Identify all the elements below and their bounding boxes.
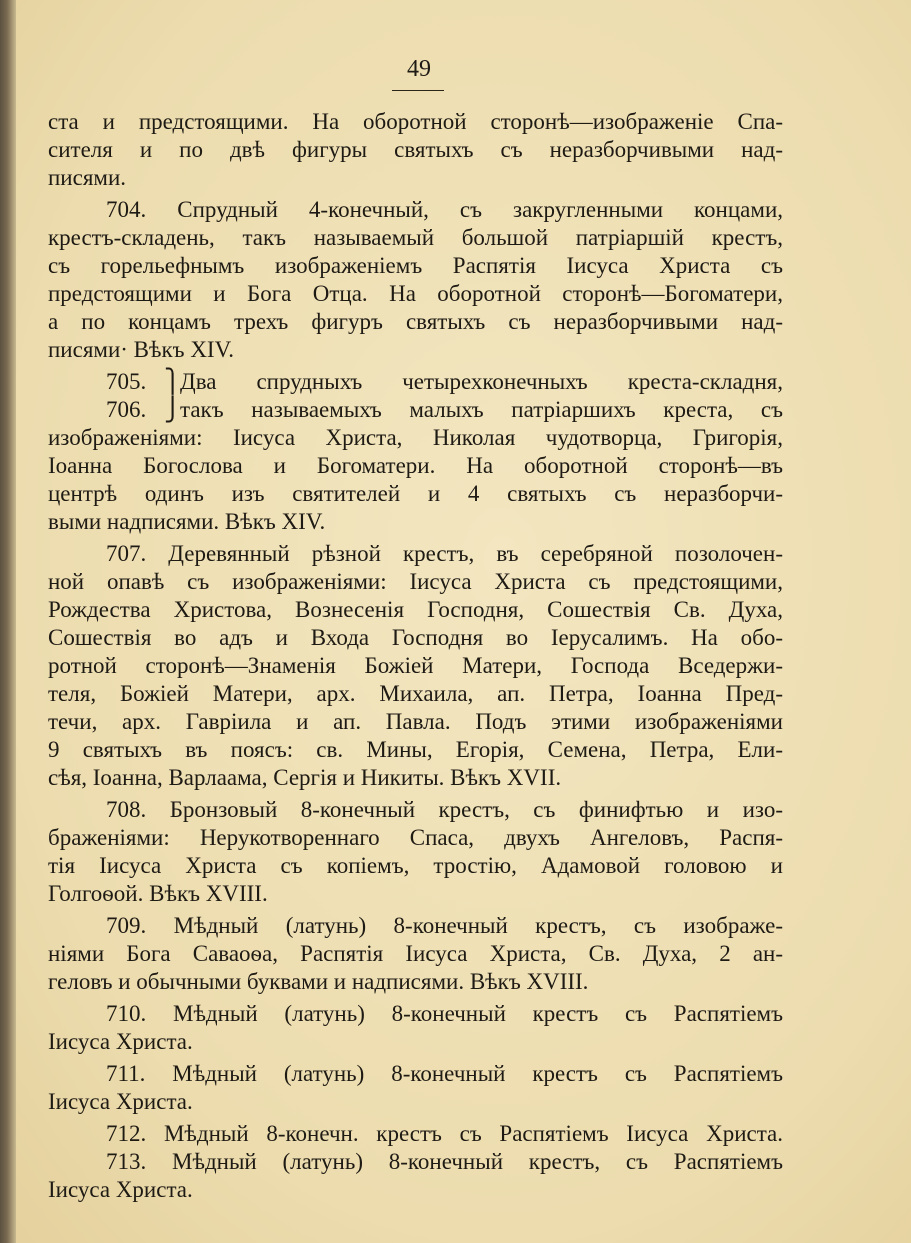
text-line: 704. Спрудный 4-конечный, съ закругленными концами,	[106, 197, 783, 222]
text-line: а по концамъ трехъ фигуръ святыхъ съ неразборчивыми над-	[48, 309, 783, 334]
text-line: ной опавѣ съ изображеніями: Іисуса Христа съ предстоящими,	[48, 569, 783, 594]
paragraph-gap	[48, 1204, 783, 1208]
text-line: ста и предстоящими. На оборотной сторонѣ—изображеніе Спа-	[48, 109, 783, 134]
text-lines-after	[48, 424, 783, 1208]
text-line: течи, арх. Гавріила и ап. Павла. Подъ этими изображеніями	[48, 709, 783, 734]
text-line: 707. Деревянный рѣзной крестъ, въ серебряной позолочен-	[106, 541, 783, 566]
text-line: 9 святыхъ въ поясъ: св. Мины, Егорія, Семена, Петра, Ели-	[48, 737, 783, 762]
text-line: Іисуса Христа.	[48, 1029, 193, 1054]
text-line: Сошествія во адъ и Входа Господня во Іерусалимъ. На обо-	[48, 625, 783, 650]
text-line: предстоящими и Бога Отца. На оборотной сторонѣ—Богоматери,	[48, 281, 783, 306]
text-line: Іисуса Христа.	[48, 1177, 193, 1202]
text-line: Рождества Христова, Вознесенія Господня, Сошествія Св. Духа,	[48, 597, 783, 622]
text-line: 708. Бронзовый 8-конечный крестъ, съ финифтью и изо-	[106, 797, 783, 822]
body-text	[48, 108, 783, 1208]
page-number: 49	[407, 56, 431, 82]
text-line: изображеніями: Іисуса Христа, Николая чудотворца, Григорія,	[48, 425, 783, 450]
text-line: крестъ-складень, такъ называемый большой патріаршій крестъ,	[48, 225, 783, 250]
text-line: 709. Мѣдный (латунь) 8-конечный крестъ, съ изображе-	[106, 913, 783, 938]
text-line: ніями Бога Саваоѳа, Распятія Іисуса Христа, Св. Духа, 2 ан-	[48, 941, 783, 966]
text-line: писями· Вѣкъ XIV.	[48, 337, 234, 362]
entry-706-text: такъ называемыхъ малыхъ патріаршихъ креста, съ	[180, 397, 783, 422]
text-line: центрѣ одинъ изъ святителей и 4 святыхъ съ неразборчи-	[48, 481, 783, 506]
entry-706-line	[48, 396, 783, 424]
text-line: 710. Мѣдный (латунь) 8-конечный крестъ съ Распятіемъ	[106, 1001, 783, 1026]
text-lines-before	[48, 108, 783, 368]
book-spine	[0, 0, 16, 1243]
text-line: 713. Мѣдный (латунь) 8-конечный крестъ, съ Распятіемъ	[106, 1149, 783, 1174]
text-line: съ горельефнымъ изображеніемъ Распятія Іисуса Христа съ	[48, 253, 783, 278]
text-line: 712. Мѣдный 8-конечн. крестъ съ Распятіемъ Іисуса Христа.	[106, 1121, 783, 1146]
entry-number-705: 705.	[106, 369, 147, 394]
text-line: писями.	[48, 165, 127, 190]
text-line: Голгоѳой. Вѣкъ XVIII.	[48, 881, 268, 906]
brace-top: ⎫	[164, 369, 182, 394]
page-number-rule	[392, 90, 444, 91]
text-line: теля, Божіей Матери, арх. Михаила, ап. Петра, Іоанна Пред-	[48, 681, 783, 706]
text-line: Іисуса Христа.	[48, 1089, 193, 1114]
entry-705-text: Два спрудныхъ четырехконечныхъ креста-складня,	[180, 369, 783, 394]
text-line: 711. Мѣдный (латунь) 8-конечный крестъ съ Распятіемъ	[106, 1061, 783, 1086]
text-line: геловъ и обычными буквами и надписями. Вѣкъ XVIII.	[48, 969, 589, 994]
text-line: сѣя, Іоанна, Варлаама, Сергія и Никиты. Вѣкъ XVII.	[48, 765, 562, 790]
text-line: Іоанна Богослова и Богоматери. На оборотной сторонѣ—въ	[48, 453, 783, 478]
brace-bottom: ⎭	[164, 397, 182, 422]
entry-705-line	[48, 368, 783, 396]
entry-number-706: 706.	[106, 397, 147, 422]
text-line: тія Іисуса Христа съ копіемъ, тростію, Адамовой головою и	[48, 853, 783, 878]
text-line: ротной сторонѣ—Знаменія Божіей Матери, Господа Вседержи-	[48, 653, 783, 678]
text-line: сителя и по двѣ фигуры святыхъ съ неразборчивыми над-	[48, 137, 783, 162]
text-line: выми надписями. Вѣкъ XIV.	[48, 509, 326, 534]
text-line: браженіями: Нерукотвореннаго Спаса, двухъ Ангеловъ, Распя-	[48, 825, 783, 850]
